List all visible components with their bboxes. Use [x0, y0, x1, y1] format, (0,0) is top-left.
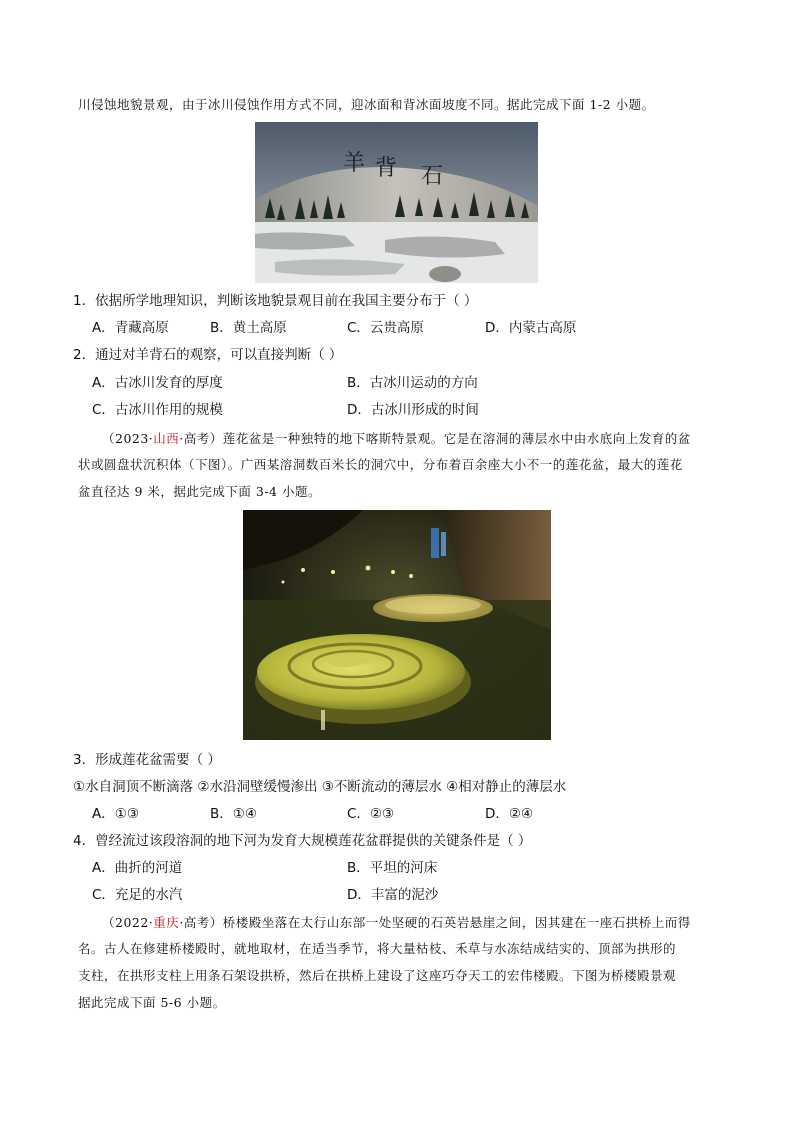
q2-option-b[interactable]: B．古冰川运动的方向: [347, 375, 478, 391]
sheepback-rock-photo: [255, 122, 538, 283]
passage2-line3: 盆直径达 9 米，据此完成下面 3-4 小题。: [78, 484, 321, 499]
passage2-line1: （2023·山西·高考）莲花盆是一种独特的地下喀斯特景观。它是在溶洞的薄层水中由水底向上发育的盆: [102, 431, 691, 446]
source-region: 山西: [153, 431, 180, 446]
q4-option-d[interactable]: D．丰富的泥沙: [347, 887, 439, 903]
q3-option-a[interactable]: A．①③: [92, 806, 139, 822]
q2-option-d[interactable]: D．古冰川形成的时间: [347, 402, 479, 418]
q3-option-c[interactable]: C．②③: [347, 806, 395, 822]
q1-option-a[interactable]: A．青藏高原: [92, 320, 169, 336]
q4-option-b[interactable]: B．平坦的河床: [347, 860, 438, 876]
q2-option-a[interactable]: A．古冰川发育的厚度: [92, 375, 223, 391]
q1-option-d[interactable]: D．内蒙古高原: [485, 320, 577, 336]
q1-option-b[interactable]: B．黄土高原: [210, 320, 287, 336]
q1-stem: 1．依据所学地理知识，判断该地貌景观目前在我国主要分布于（ ）: [73, 293, 478, 309]
passage3-line4: 据此完成下面 5-6 小题。: [78, 995, 226, 1010]
passage3-line3: 支柱，在拱形支柱上用条石架设拱桥，然后在拱桥上建设了这座巧夺天工的宏伟楼殿。下图为桥楼殿景观: [78, 968, 677, 983]
caption-char: 背: [375, 156, 398, 181]
q1-option-c[interactable]: C．云贵高原: [347, 320, 424, 336]
passage1-line: 川侵蚀地貌景观，由于冰川侵蚀作用方式不同，迎冰面和背冰面坡度不同。据此完成下面 1-2 小题。: [78, 97, 655, 112]
q3-option-d[interactable]: D．②④: [485, 806, 534, 822]
passage3-line1: （2022·重庆·高考）桥楼殿坐落在太行山东部一处坚硬的石英岩悬崖之间，因其建在一座石拱桥上而得: [102, 915, 691, 930]
q3-stem: 3．形成莲花盆需要（ ）: [73, 752, 221, 768]
source-region: 重庆: [153, 915, 180, 930]
q2-stem: 2．通过对羊背石的观察，可以直接判断（ ）: [73, 347, 343, 363]
passage2-line2: 状或圆盘状沉积体（下图）。广西某溶洞数百米长的洞穴中，分布着百余座大小不一的莲花盆，最大的莲花: [78, 457, 683, 472]
q3-option-b[interactable]: B．①④: [210, 806, 257, 822]
q4-option-c[interactable]: C．充足的水汽: [92, 887, 183, 903]
source-tag: （2022·重庆·高考）: [102, 915, 223, 930]
q4-stem: 4．曾经流过该段溶洞的地下河为发育大规模莲花盆群提供的关键条件是（ ）: [73, 833, 532, 849]
q3-choices: ①水自洞顶不断滴落 ②水沿洞壁缓慢渗出 ③不断流动的薄层水 ④相对静止的薄层水: [73, 779, 567, 795]
passage3-line2: 名。古人在修建桥楼殿时，就地取材，在适当季节，将大量枯枝、禾草与水冻结成结实的、顶部为拱形的: [78, 941, 677, 956]
q4-option-a[interactable]: A．曲折的河道: [92, 860, 183, 876]
q2-option-c[interactable]: C．古冰川作用的规模: [92, 402, 223, 418]
source-tag: （2023·山西·高考）: [102, 431, 223, 446]
lotus-basin-cave-photo: [243, 510, 551, 740]
caption-char: 羊: [343, 151, 366, 176]
caption-char: 石: [421, 164, 444, 189]
